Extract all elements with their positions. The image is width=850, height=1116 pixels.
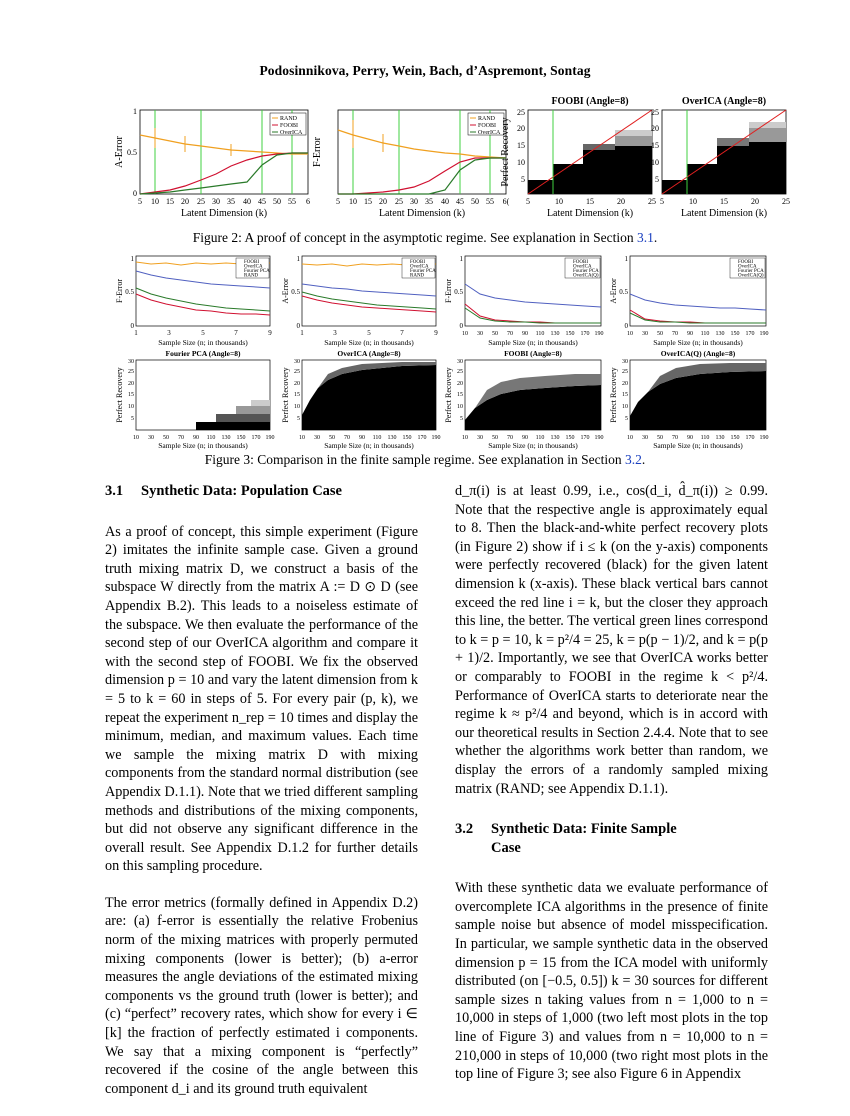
svg-text:OverICA: OverICA xyxy=(410,264,429,270)
foobi-series xyxy=(140,153,308,194)
svg-text:40: 40 xyxy=(243,197,251,206)
svg-text:10: 10 xyxy=(622,404,628,410)
svg-text:45: 45 xyxy=(456,197,464,206)
svg-text:15: 15 xyxy=(622,392,628,398)
svg-text:Sample Size (n; in thousands): Sample Size (n; in thousands) xyxy=(488,441,578,450)
svg-text:F-Error: F-Error xyxy=(312,137,323,167)
fig3-chart-4 xyxy=(609,255,769,347)
svg-text:Sample Size (n; in thousands): Sample Size (n; in thousands) xyxy=(158,441,248,450)
svg-text:170: 170 xyxy=(417,435,427,441)
svg-text:90: 90 xyxy=(522,331,528,337)
section-3-2-heading: 3.2 Synthetic Data: Finite Sample Case xyxy=(455,821,677,856)
svg-text:30: 30 xyxy=(457,359,463,365)
overica-series xyxy=(140,153,308,194)
svg-text:25: 25 xyxy=(517,108,525,117)
svg-text:FOOBI: FOOBI xyxy=(738,260,754,265)
svg-text:5: 5 xyxy=(131,416,134,422)
svg-text:70: 70 xyxy=(178,435,184,441)
svg-text:20: 20 xyxy=(517,124,525,133)
fig2-a-legend xyxy=(270,113,306,136)
svg-text:OverICA(Q) (Angle=8): OverICA(Q) (Angle=8) xyxy=(660,349,736,358)
svg-text:170: 170 xyxy=(745,331,755,337)
svg-text:10: 10 xyxy=(133,435,139,441)
rand-series xyxy=(140,135,308,154)
svg-text:50: 50 xyxy=(163,435,169,441)
svg-text:10: 10 xyxy=(689,197,697,206)
svg-text:110: 110 xyxy=(700,435,710,441)
svg-text:55: 55 xyxy=(288,197,296,206)
svg-text:Latent Dimension (k): Latent Dimension (k) xyxy=(378,208,466,219)
svg-text:10: 10 xyxy=(517,158,525,167)
svg-text:OverICA (Angle=8): OverICA (Angle=8) xyxy=(681,96,767,107)
svg-text:45: 45 xyxy=(258,197,266,206)
svg-text:Latent Dimension (k): Latent Dimension (k) xyxy=(180,208,268,219)
svg-text:10: 10 xyxy=(651,158,659,167)
svg-text:50: 50 xyxy=(273,197,281,206)
svg-text:15: 15 xyxy=(364,197,372,206)
svg-text:130: 130 xyxy=(550,435,560,441)
svg-text:30: 30 xyxy=(477,435,483,441)
fig2-f-error-chart xyxy=(312,110,510,219)
svg-text:30: 30 xyxy=(622,359,628,365)
svg-text:FOOBI: FOOBI xyxy=(410,260,426,265)
svg-text:0: 0 xyxy=(130,322,134,330)
svg-text:Sample Size (n; in thousands): Sample Size (n; in thousands) xyxy=(324,441,414,450)
svg-text:90: 90 xyxy=(522,435,528,441)
fig3-chart-1 xyxy=(115,255,272,347)
svg-text:0: 0 xyxy=(459,322,463,330)
svg-text:50: 50 xyxy=(492,331,498,337)
svg-text:Sample Size (n; in thousands): Sample Size (n; in thousands) xyxy=(653,338,743,347)
svg-text:0.5: 0.5 xyxy=(125,288,134,296)
svg-text:15: 15 xyxy=(166,197,174,206)
svg-text:15: 15 xyxy=(457,392,463,398)
svg-text:Latent Dimension (k): Latent Dimension (k) xyxy=(546,208,634,219)
svg-text:0: 0 xyxy=(296,322,300,330)
svg-text:50: 50 xyxy=(492,435,498,441)
svg-text:20: 20 xyxy=(181,197,189,206)
svg-text:OverICA (Angle=8): OverICA (Angle=8) xyxy=(337,349,401,358)
svg-text:55: 55 xyxy=(486,197,494,206)
svg-text:10: 10 xyxy=(299,435,305,441)
svg-text:90: 90 xyxy=(359,435,365,441)
paragraph-3-1-b: The error metrics (formally defined in Appendix D.2) are: (a) f-error is essentially the relative Frobenius norm of the mixing matrices with properly permuted mixing components (lower is better); (b) a-error measures the angle deviations of the estimated mixing components vs the ground truth (lower is better); and (c) “perfect” recovery rates, which show for every i ∈ [k] the fraction of perfectly estimated i components. We say that a mixing component is “perfectly” recovered if the cosine of the angle between this component d_i and its ground truth equivalent xyxy=(105,894,418,1097)
svg-text:15: 15 xyxy=(294,392,300,398)
svg-text:10: 10 xyxy=(294,404,300,410)
svg-text:1: 1 xyxy=(296,255,300,263)
fig2-foobi-heatmap xyxy=(500,96,656,219)
svg-text:25: 25 xyxy=(128,369,134,375)
svg-text:35: 35 xyxy=(425,197,433,206)
svg-text:Perfect Recovery: Perfect Recovery xyxy=(609,367,618,423)
svg-text:5: 5 xyxy=(336,197,340,206)
svg-text:7: 7 xyxy=(234,329,238,337)
svg-text:30: 30 xyxy=(212,197,220,206)
svg-text:150: 150 xyxy=(565,435,575,441)
svg-text:110: 110 xyxy=(372,435,382,441)
fig2-a-xticks xyxy=(138,197,310,206)
fig3-chart-3 xyxy=(444,255,604,347)
fig3-heatmap-fourier xyxy=(115,349,275,450)
svg-text:Latent Dimension (k): Latent Dimension (k) xyxy=(680,208,768,219)
svg-text:20: 20 xyxy=(751,197,759,206)
svg-text:1: 1 xyxy=(300,329,304,337)
paragraph-3-1-a: As a proof of concept, this simple experiment (Figure 2) imitates the infinite sample case. Given a ground truth mixing matrix D, we construct a basis of the subspace W directly from the matrix A := D ⊙ D (see Appendix B.2). This leads to a noiseless estimate of the subspace. We then evaluate the performance of the second step of our OverICA algorithm and compare it with the second step of FOOBI. We fix the observed dimension p = 10 and vary the latent dimension from k = 5 to k = 60 in steps of 5. For every pair (p, k), we repeat the experiment n_rep = 10 times and display the minimum, median, and maximum values. Each time we sample the mixing matrix D with mixing components from the standard normal distribution (see Appendix D.1.1). Note that we tried different sampling methods and distributions of the mixing components, but did not observe any significant difference in the overall result. See Appendix D.1.2 for further details on this sampling procedure. xyxy=(105,523,418,875)
svg-text:15: 15 xyxy=(517,141,525,150)
svg-text:170: 170 xyxy=(580,331,590,337)
svg-text:OverICA: OverICA xyxy=(738,264,757,270)
svg-text:30: 30 xyxy=(128,359,134,365)
svg-text:3: 3 xyxy=(333,329,337,337)
svg-text:Fourier PCA: Fourier PCA xyxy=(244,269,270,274)
svg-text:130: 130 xyxy=(715,435,725,441)
svg-text:Perfect Recovery: Perfect Recovery xyxy=(444,367,453,423)
paragraph-3-2-a: With these synthetic data we evaluate performance of overcomplete ICA algorithms in the presence of finite sample noise but absence of model misspecification. In particular, we sample synthetic data in the observed dimension p = 15 from the ICA model with uniformly distributed (on [−0.5, 0.5]) k = 30 sources for different sample sizes n taking values from n = 1,000 to n = 10,000 in steps of 1,000 (two left most plots in the top line of Figure 3) and values from n = 10,000 to n = 210,000 in steps of 10,000 (two right most plots in the top line of Figure 3; see also Figure 6 in Appendix xyxy=(455,880,768,1083)
svg-text:20: 20 xyxy=(294,381,300,387)
svg-text:110: 110 xyxy=(535,435,545,441)
fig3-heatmap-overicaq xyxy=(609,349,769,450)
svg-text:9: 9 xyxy=(434,329,438,337)
svg-text:Sample Size (n; in thousands): Sample Size (n; in thousands) xyxy=(158,338,248,347)
svg-text:OverICA: OverICA xyxy=(244,264,263,270)
svg-text:30: 30 xyxy=(642,435,648,441)
svg-text:F-Error: F-Error xyxy=(115,279,124,303)
svg-text:130: 130 xyxy=(387,435,397,441)
fig3-section-link[interactable]: 3.2 xyxy=(625,452,642,467)
svg-text:0.5: 0.5 xyxy=(619,288,628,296)
svg-text:10: 10 xyxy=(151,197,159,206)
svg-text:30: 30 xyxy=(294,359,300,365)
svg-text:20: 20 xyxy=(457,381,463,387)
svg-text:190: 190 xyxy=(594,331,604,337)
svg-text:15: 15 xyxy=(586,197,594,206)
svg-text:110: 110 xyxy=(700,331,710,337)
fig3-heatmap-foobi xyxy=(444,349,604,450)
fig2-a-error-chart xyxy=(114,107,310,219)
svg-text:25: 25 xyxy=(651,108,659,117)
svg-text:20: 20 xyxy=(379,197,387,206)
fig3-chart-2 xyxy=(281,255,438,347)
svg-text:Perfect Recovery: Perfect Recovery xyxy=(115,367,124,423)
svg-text:90: 90 xyxy=(687,331,693,337)
svg-text:35: 35 xyxy=(227,197,235,206)
svg-text:0.5: 0.5 xyxy=(291,288,300,296)
svg-text:9: 9 xyxy=(268,329,272,337)
svg-text:5: 5 xyxy=(625,416,628,422)
svg-text:150: 150 xyxy=(236,435,246,441)
left-column xyxy=(105,482,418,1116)
svg-text:110: 110 xyxy=(535,331,545,337)
svg-text:170: 170 xyxy=(580,435,590,441)
svg-text:FOOBI (Angle=8): FOOBI (Angle=8) xyxy=(504,349,562,358)
svg-text:7: 7 xyxy=(400,329,404,337)
svg-text:OverICA: OverICA xyxy=(573,264,592,270)
svg-text:40: 40 xyxy=(441,197,449,206)
svg-text:90: 90 xyxy=(687,435,693,441)
svg-text:5: 5 xyxy=(201,329,205,337)
svg-text:FOOBI (Angle=8): FOOBI (Angle=8) xyxy=(551,96,629,107)
paragraph-3-1-c: d_π(i) is at least 0.99, i.e., cos(d_i, d̂_π(i)) ≥ 0.99. Note that the respective angle is approximately equal to 8. Then the black-and-white perfect recovery plots (in Figure 2) show if i ≤ k (on the y-axis) components were perfectly recovered (black) for the given latent dimension k (x-axis). These black vertical bars cannot exceed the red line i = k, but the closer they approach this line, the better. The vertical green lines correspond to k = p = 10, k = p²/4 = 25, k = p(p − 1)/2, and k = p(p + 1)/2. Importantly, we see that OverICA works better or comparably to FOOBI in the regime k < p²/4. Performance of OverICA starts to deteriorate near the regime k ≈ p²/4 and beyond, which is in accord with our theoretical results in Section 2.4.4. Note that to see whether the algorithms work better than random, we display the errors of a randomly sampled mixing matrix (RAND; see Appendix D.1.1). xyxy=(455,483,768,797)
svg-text:1: 1 xyxy=(133,107,137,116)
fig2-section-link[interactable]: 3.1 xyxy=(637,230,654,245)
svg-text:RAND: RAND xyxy=(478,116,496,122)
svg-text:10: 10 xyxy=(627,435,633,441)
svg-text:FOOBI: FOOBI xyxy=(244,260,260,265)
svg-text:RAND: RAND xyxy=(244,273,259,279)
svg-text:110: 110 xyxy=(206,435,216,441)
figure-2 xyxy=(110,92,790,232)
svg-text:190: 190 xyxy=(759,435,769,441)
svg-text:A-Error: A-Error xyxy=(114,136,125,168)
svg-text:5: 5 xyxy=(367,329,371,337)
svg-text:15: 15 xyxy=(128,392,134,398)
svg-text:50: 50 xyxy=(657,331,663,337)
svg-text:1: 1 xyxy=(624,255,628,263)
svg-text:25: 25 xyxy=(622,369,628,375)
section-3-1-heading: 3.1 Synthetic Data: Population Case xyxy=(105,483,342,499)
svg-text:30: 30 xyxy=(314,435,320,441)
svg-text:20: 20 xyxy=(128,381,134,387)
svg-text:150: 150 xyxy=(402,435,412,441)
svg-text:10: 10 xyxy=(462,331,468,337)
svg-text:A-Error: A-Error xyxy=(609,278,618,304)
svg-text:F-Error: F-Error xyxy=(444,279,453,303)
running-header: Podosinnikova, Perry, Wein, Bach, d’Aspremont, Sontag xyxy=(259,63,591,78)
svg-text:70: 70 xyxy=(507,331,513,337)
svg-text:10: 10 xyxy=(349,197,357,206)
svg-text:FOOBI: FOOBI xyxy=(478,123,497,129)
svg-text:0: 0 xyxy=(624,322,628,330)
svg-text:70: 70 xyxy=(672,435,678,441)
svg-text:10: 10 xyxy=(457,404,463,410)
svg-text:5: 5 xyxy=(460,416,463,422)
fig3-heatmap-overica xyxy=(281,349,441,450)
svg-text:RAND: RAND xyxy=(410,273,425,279)
svg-text:FOOBI: FOOBI xyxy=(573,260,589,265)
svg-text:25: 25 xyxy=(782,197,790,206)
svg-text:190: 190 xyxy=(594,435,604,441)
svg-text:5: 5 xyxy=(297,416,300,422)
svg-text:170: 170 xyxy=(745,435,755,441)
svg-text:150: 150 xyxy=(730,331,740,337)
svg-text:25: 25 xyxy=(197,197,205,206)
svg-text:Perfect Recovery: Perfect Recovery xyxy=(281,367,290,423)
svg-text:20: 20 xyxy=(651,124,659,133)
svg-text:1: 1 xyxy=(134,329,138,337)
svg-text:30: 30 xyxy=(642,331,648,337)
svg-text:FOOBI: FOOBI xyxy=(280,123,299,129)
svg-text:30: 30 xyxy=(410,197,418,206)
svg-text:6: 6 xyxy=(306,197,310,206)
svg-text:70: 70 xyxy=(672,331,678,337)
svg-text:OverICA(Q): OverICA(Q) xyxy=(738,273,764,279)
svg-text:5: 5 xyxy=(521,175,525,184)
svg-text:OverICA: OverICA xyxy=(280,130,303,136)
svg-text:190: 190 xyxy=(431,435,441,441)
svg-text:0.5: 0.5 xyxy=(454,288,463,296)
svg-text:15: 15 xyxy=(720,197,728,206)
svg-text:50: 50 xyxy=(329,435,335,441)
svg-text:10: 10 xyxy=(128,404,134,410)
svg-text:130: 130 xyxy=(715,331,725,337)
svg-text:130: 130 xyxy=(550,331,560,337)
svg-text:10: 10 xyxy=(462,435,468,441)
svg-text:25: 25 xyxy=(294,369,300,375)
svg-text:50: 50 xyxy=(471,197,479,206)
svg-text:5: 5 xyxy=(138,197,142,206)
svg-text:50: 50 xyxy=(657,435,663,441)
svg-text:150: 150 xyxy=(730,435,740,441)
svg-text:130: 130 xyxy=(221,435,231,441)
svg-text:25: 25 xyxy=(395,197,403,206)
svg-text:0: 0 xyxy=(133,189,137,198)
svg-text:190: 190 xyxy=(759,331,769,337)
svg-text:Fourier PCA (Angle=8): Fourier PCA (Angle=8) xyxy=(165,349,241,358)
svg-text:Fourier PCA: Fourier PCA xyxy=(738,269,764,274)
fig2-overica-heatmap xyxy=(651,96,790,219)
svg-text:Fourier PCA: Fourier PCA xyxy=(410,269,436,274)
svg-text:RAND: RAND xyxy=(280,116,298,122)
svg-text:5: 5 xyxy=(526,197,530,206)
svg-text:Sample Size (n; in thousands): Sample Size (n; in thousands) xyxy=(653,441,743,450)
svg-text:1: 1 xyxy=(459,255,463,263)
svg-text:10: 10 xyxy=(627,331,633,337)
svg-text:Sample Size (n; in thousands): Sample Size (n; in thousands) xyxy=(488,338,578,347)
figure-3-caption: Figure 3: Comparison in the finite sample regime. See explanation in Section 3.2. xyxy=(204,452,646,467)
svg-text:3: 3 xyxy=(167,329,171,337)
svg-text:25: 25 xyxy=(648,197,656,206)
svg-text:150: 150 xyxy=(565,331,575,337)
svg-text:190: 190 xyxy=(265,435,275,441)
svg-text:5: 5 xyxy=(655,175,659,184)
svg-text:25: 25 xyxy=(457,369,463,375)
svg-text:70: 70 xyxy=(507,435,513,441)
svg-text:Fourier PCA: Fourier PCA xyxy=(573,269,599,274)
svg-text:20: 20 xyxy=(622,381,628,387)
svg-text:A-Error: A-Error xyxy=(281,278,290,304)
figure-2-caption: Figure 2: A proof of concept in the asymptotic regime. See explanation in Section 3.1. xyxy=(192,230,658,245)
svg-text:170: 170 xyxy=(251,435,261,441)
svg-text:5: 5 xyxy=(660,197,664,206)
figure-3 xyxy=(110,252,790,452)
svg-text:70: 70 xyxy=(344,435,350,441)
svg-text:15: 15 xyxy=(651,141,659,150)
svg-text:Sample Size (n; in thousands): Sample Size (n; in thousands) xyxy=(324,338,414,347)
svg-text:1: 1 xyxy=(130,255,134,263)
right-column xyxy=(455,482,768,1102)
svg-text:0.5: 0.5 xyxy=(127,148,137,157)
svg-text:Perfect Recovery: Perfect Recovery xyxy=(500,117,511,187)
svg-text:6(: 6( xyxy=(502,197,510,206)
svg-text:OverICA: OverICA xyxy=(478,130,501,136)
svg-text:30: 30 xyxy=(477,331,483,337)
svg-text:90: 90 xyxy=(193,435,199,441)
svg-text:OverICA(Q): OverICA(Q) xyxy=(573,273,599,279)
svg-text:10: 10 xyxy=(555,197,563,206)
svg-text:30: 30 xyxy=(148,435,154,441)
svg-text:20: 20 xyxy=(617,197,625,206)
